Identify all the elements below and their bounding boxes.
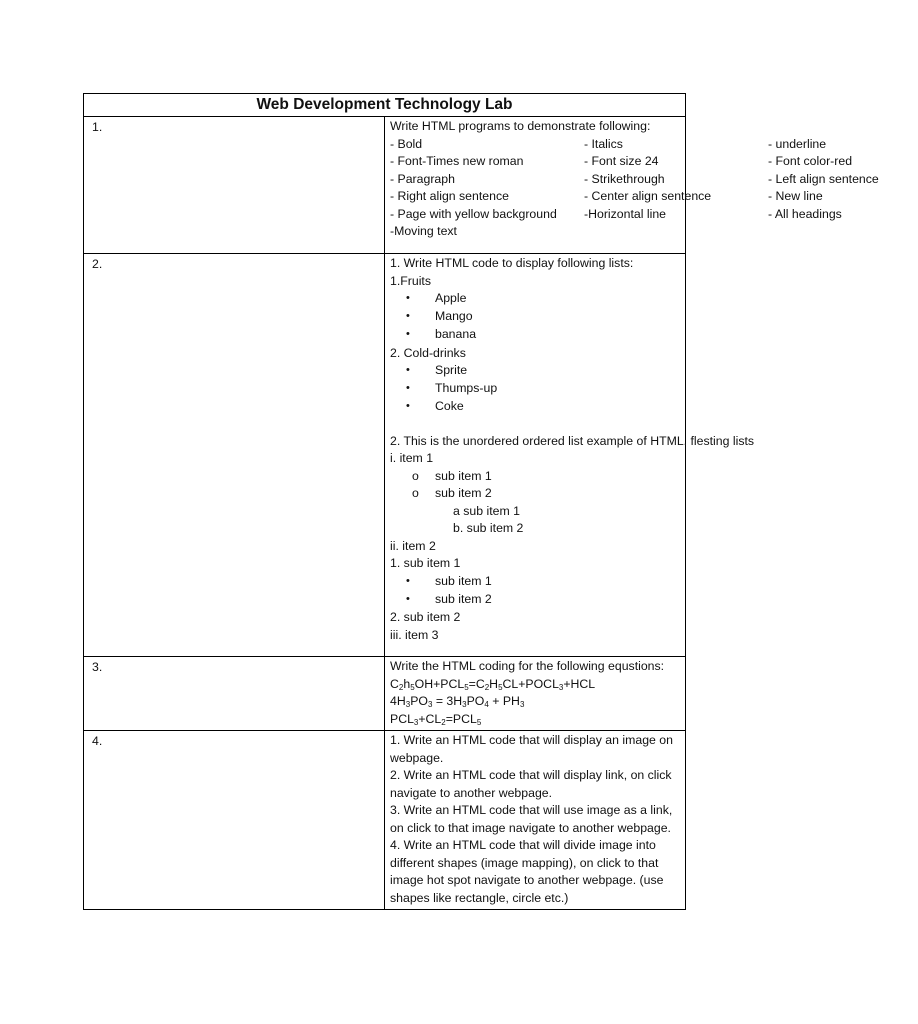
list-item: 1. sub item 1: [390, 556, 461, 571]
bullet-icon: •: [406, 400, 410, 413]
page-title: Web Development Technology Lab: [84, 94, 686, 117]
question-text: 1. Write an HTML code that will display an image on webpage.: [390, 733, 673, 765]
topic: -Horizontal line: [584, 206, 667, 221]
list-item: o sub item 1: [390, 468, 682, 486]
row-number: 4.: [84, 731, 385, 910]
topic: - All headings: [768, 206, 842, 221]
topic: -Moving text: [390, 224, 457, 238]
topic: - Center align sentence: [584, 189, 712, 203]
table-row: [84, 117, 686, 254]
topic: - Left align sentence: [768, 171, 879, 186]
list-heading: 1.Fruits: [390, 273, 431, 288]
lab-sheet: [83, 93, 879, 910]
topic: - Bold: [390, 136, 423, 151]
question-intro: Write the HTML coding for the following equstions:: [390, 659, 665, 673]
circle-bullet-icon: o: [412, 486, 419, 501]
list-item: b. sub item 2: [453, 521, 524, 536]
table-row: [84, 254, 686, 657]
row-content: [385, 254, 755, 657]
list-item: • Mango: [390, 308, 682, 326]
circle-bullet-icon: o: [412, 468, 419, 483]
topic: - Paragraph: [390, 171, 455, 186]
list-item: • sub item 1: [390, 573, 682, 591]
list-item: o sub item 2: [390, 485, 682, 503]
row-content: [385, 117, 879, 254]
bullet-icon: •: [406, 328, 410, 341]
list-item: • Thumps-up: [390, 380, 682, 398]
list-item: iii. item 3: [390, 627, 439, 642]
row-content: [385, 731, 686, 910]
question-text: 1. Write HTML code to display following lists:: [390, 256, 634, 270]
bullet-icon: •: [406, 382, 410, 395]
topic: - Font-Times new roman: [390, 154, 524, 168]
topic: - Strikethrough: [584, 171, 665, 186]
topic: - Page with yellow background: [390, 206, 557, 221]
list-item: ii. item 2: [390, 538, 436, 553]
list-item: a sub item 1: [453, 503, 520, 518]
topic: - Font size 24: [584, 154, 659, 168]
bullet-icon: •: [406, 292, 410, 304]
row-content: [385, 657, 686, 731]
topic: - New line: [768, 189, 823, 203]
list-item: • Coke: [390, 398, 682, 416]
row-number: 3.: [84, 657, 385, 731]
topic-grid: [390, 136, 879, 224]
title-row: [84, 94, 686, 117]
list-item: 2. sub item 2: [390, 610, 461, 624]
topic: - Right align sentence: [390, 189, 509, 203]
topic: - underline: [768, 136, 827, 151]
table-row: [84, 731, 686, 910]
topic: - Italics: [584, 136, 623, 151]
question-intro: Write HTML programs to demonstrate following:: [390, 119, 651, 133]
equation-2: $4H_3PO_3 = 3H_3PO_4 + PH_3$: [390, 694, 525, 709]
list-heading: 2. Cold-drinks: [390, 345, 466, 360]
question-text: 4. Write an HTML code that will divide image into different shapes (image mapping), on click to that image hot spot navigate to another webpage. (use shapes like rectangle, circle etc.): [390, 838, 664, 905]
question-text: 3. Write an HTML code that will use image as a link, on click to that image navigate to another webpage.: [390, 803, 673, 835]
bullet-icon: •: [406, 310, 410, 323]
lab-table: [83, 93, 879, 910]
question-text: 2. This is the unordered ordered list example of HTML. flesting lists: [390, 433, 755, 448]
table-row: [84, 657, 686, 731]
list-item: • banana: [390, 326, 682, 344]
list-item: • Sprite: [390, 362, 682, 380]
question-text: 2. Write an HTML code that will display link, on click navigate to another webpage.: [390, 768, 672, 800]
list-item: i. item 1: [390, 451, 434, 466]
list-item: • sub item 2: [390, 591, 682, 609]
equation-1: $C_2h_5OH+PCL_5=C_2H_5CL+POCL_3+HCL$: [390, 676, 596, 692]
equation-3: $PCL_3+CL_2=PCL_5$: [390, 711, 482, 727]
topic: - Font color-red: [768, 154, 853, 168]
row-number: 2.: [84, 254, 385, 657]
bullet-icon: •: [406, 574, 410, 587]
bullet-icon: •: [406, 592, 410, 605]
bullet-icon: •: [406, 364, 410, 377]
row-number: 1.: [84, 117, 385, 254]
list-item: • Apple: [390, 290, 682, 308]
